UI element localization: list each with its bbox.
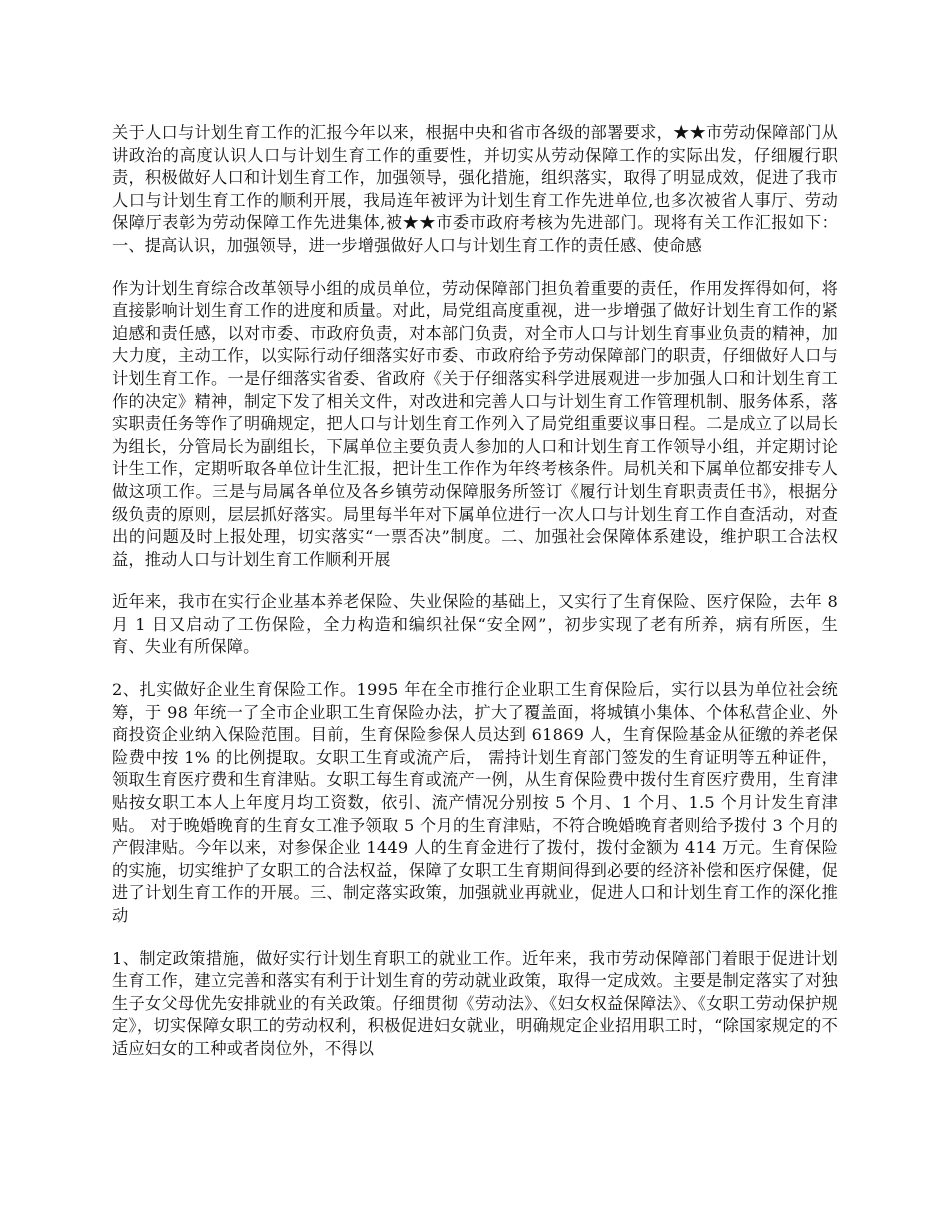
paragraph-employment-policy: 1、制定政策措施，做好实行计划生育职工的就业工作。近年来，我市劳动保障部门着眼于促进计划生育工作，建立完善和落实有利于计划生育的劳动就业政策，取得一定成效。主要是制定落实了对独生子女父母优先安排就业的有关政策。仔细贯彻《劳动法》、《妇女权益保障法》、《女职工劳动保护规定》，切实保障女职工的劳动权利，积极促进妇女就业，明确规定企业招用职工时，“除国家规定的不适应妇女的工种或者岗位外，不得以 xyxy=(112,948,838,1058)
paragraph-social-insurance: 近年来，我市在实行企业基本养老保险、失业保险的基础上，又实行了生育保险、医疗保险，去年 8 月 1 日又启动了工伤保险，全力构造和编织社保“安全网”，初步实现了老有所养，病有所医，生育、失业有所保障。 xyxy=(112,592,838,657)
paragraph-maternity-insurance: 2、扎实做好企业生育保险工作。1995 年在全市推行企业职工生育保险后，实行以县为单位社会统筹，于 98 年统一了全市企业职工生育保险办法，扩大了覆盖面，将城镇小集体、个体私营企业、外商投资企业纳入保险范围。目前，生育保险参保人员达到 61869 人，生育保险基金从征缴的养老保险费中按 1% 的比例提取。女职工生育或流产后， 需持计划生育部门签发的生育证明等五种证件，领取生育医疗费和生育津贴。女职工每生育或流产一例，从生育保险费中拨付生育医疗费用，生育津贴按女职工本人上年度月均工资数，依引、流产情况分别按 5 个月、1 个月、1.5 个月计发生育津贴。 对于晚婚晚育的生育女工准予领取 5 个月的生育津贴，不符合晚婚晚育者则给予拨付 3 个月的产假津贴。今年以来，对参保企业 1449 人的生育金进行了拨付，拨付金额为 414 万元。生育保险的实施，切实维护了女职工的合法权益，保障了女职工生育期间得到必要的经济补偿和医疗保健，促进了计划生育工作的开展。三、制定落实政策，加强就业再就业，促进人口和计划生育工作的深化推动 xyxy=(112,680,838,925)
document-page xyxy=(112,122,838,1081)
paragraph-leadership: 作为计划生育综合改革领导小组的成员单位，劳动保障部门担负着重要的责任，作用发挥得如何，将直接影响计划生育工作的进度和质量。对此，局党组高度重视，进一步增强了做好计划生育工作的紧迫感和责任感，以对市委、市政府负责，对本部门负责，对全市人口与计划生育事业负责的精神，加大力度，主动工作，以实际行动仔细落实好市委、市政府给予劳动保障部门的职责，仔细做好人口与计划生育工作。一是仔细落实省委、省政府《关于仔细落实科学进展观进一步加强人口和计划生育工作的决定》精神，制定下发了相关文件，对改进和完善人口与计划生育工作管理机制、服务体系，落实职责任务等作了明确规定，把人口与计划生育工作列入了局党组重要议事日程。二是成立了以局长为组长，分管局长为副组长，下属单位主要负责人参加的人口和计划生育工作领导小组，并定期讨论计生工作，定期听取各单位计生汇报，把计生工作作为年终考核条件。局机关和下属单位都安排专人做这项工作。三是与局属各单位及各乡镇劳动保障服务所签订《履行计划生育职责责任书》，根据分级负责的原则，层层抓好落实。局里每半年对下属单位进行一次人口与计划生育工作自查活动，对查出的问题及时上报处理，切实落实“一票否决”制度。二、加强社会保障体系建设，维护职工合法权益，推动人口与计划生育工作顺利开展 xyxy=(112,278,838,569)
paragraph-intro: 关于人口与计划生育工作的汇报今年以来，根据中央和省市各级的部署要求，★★市劳动保障部门从讲政治的高度认识人口与计划生育工作的重要性，并切实从劳动保障工作的实际出发，仔细履行职责，积极做好人口和计划生育工作，加强领导，强化措施，组织落实，取得了明显成效，促进了我市人口与计划生育工作的顺利开展，我局连年被评为计划生育工作先进单位,也多次被省人事厅、劳动保障厅表彰为劳动保障工作先进集体,被★★市委市政府考核为先进部门。现将有关工作汇报如下：一、提高认识，加强领导，进一步增强做好人口与计划生育工作的责任感、使命感 xyxy=(112,123,838,255)
